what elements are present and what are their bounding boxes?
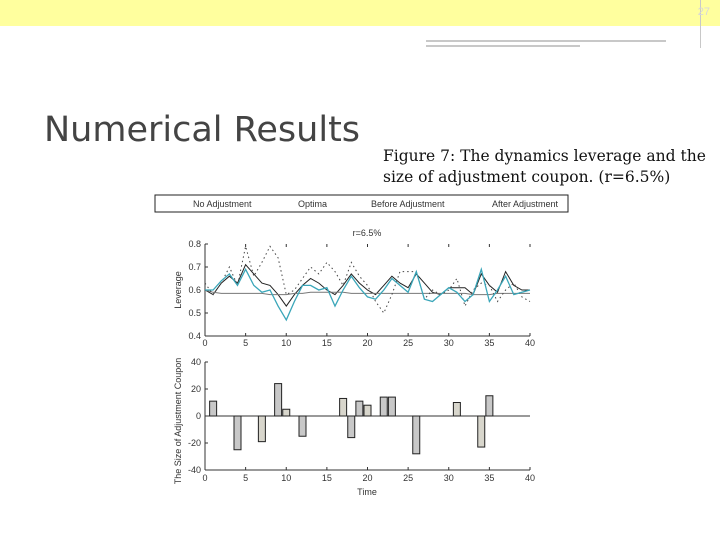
- y-tick-label: 0.6: [188, 285, 201, 295]
- bar: [380, 397, 387, 416]
- x-tick-label: 25: [403, 473, 414, 483]
- y-tick-label: 0: [195, 411, 201, 421]
- legend-label: No Adjustment: [193, 199, 252, 209]
- x-tick-label: 40: [524, 473, 536, 483]
- x-tick-label: 0: [202, 473, 208, 483]
- y-axis-label-bottom: The Size of Adjustment Coupon: [173, 357, 183, 485]
- bar: [348, 416, 355, 438]
- bar: [275, 384, 282, 416]
- x-tick-label: 30: [443, 473, 454, 483]
- bar: [210, 401, 217, 416]
- slide-title: Numerical Results: [44, 110, 361, 150]
- x-tick-label: 30: [443, 338, 454, 348]
- x-axis-label: Time: [357, 487, 377, 497]
- x-tick-label: 15: [321, 338, 332, 348]
- chart-title: r=6.5%: [352, 228, 382, 238]
- x-tick-label: 5: [243, 473, 249, 483]
- y-tick-label: -20: [187, 438, 201, 448]
- y-tick-label: 0.8: [188, 239, 201, 249]
- x-tick-label: 10: [281, 473, 292, 483]
- slide-number: 27: [697, 6, 710, 18]
- x-tick-label: 35: [484, 338, 495, 348]
- bar: [478, 416, 485, 447]
- legend-label: Before Adjustment: [371, 199, 445, 209]
- y-tick-label: 0.5: [188, 308, 201, 318]
- figure-caption: Figure 7: The dynamics leverage and the size of adjustment coupon. (r=6.5%): [383, 147, 706, 186]
- bar: [258, 416, 265, 442]
- y-tick-label: 0.7: [188, 262, 201, 272]
- series-line-optima: [205, 290, 530, 295]
- legend-label: Optima: [298, 199, 328, 209]
- y-tick-label: 40: [190, 357, 201, 367]
- x-tick-label: 20: [362, 338, 373, 348]
- bar: [486, 396, 493, 416]
- x-tick-label: 15: [321, 473, 332, 483]
- x-tick-label: 20: [362, 473, 373, 483]
- bar: [234, 416, 241, 450]
- x-tick-label: 25: [403, 338, 414, 348]
- bar: [413, 416, 420, 454]
- bar: [388, 397, 395, 416]
- x-tick-label: 35: [484, 473, 495, 483]
- series-line-before-adjustment: [205, 246, 530, 313]
- y-axis-label-top: Leverage: [173, 271, 183, 309]
- x-tick-label: 10: [281, 338, 292, 348]
- bar: [453, 403, 460, 417]
- bar: [356, 401, 363, 416]
- y-tick-label: 20: [190, 384, 201, 394]
- bar: [299, 416, 306, 436]
- bar: [283, 409, 290, 416]
- bar: [340, 398, 347, 416]
- x-tick-label: 40: [524, 338, 536, 348]
- x-tick-label: 0: [202, 338, 208, 348]
- y-tick-label: -40: [187, 465, 201, 475]
- legend-label: After Adjustment: [492, 199, 559, 209]
- x-tick-label: 5: [243, 338, 249, 348]
- y-tick-label: 0.4: [188, 331, 201, 341]
- bar: [364, 405, 371, 416]
